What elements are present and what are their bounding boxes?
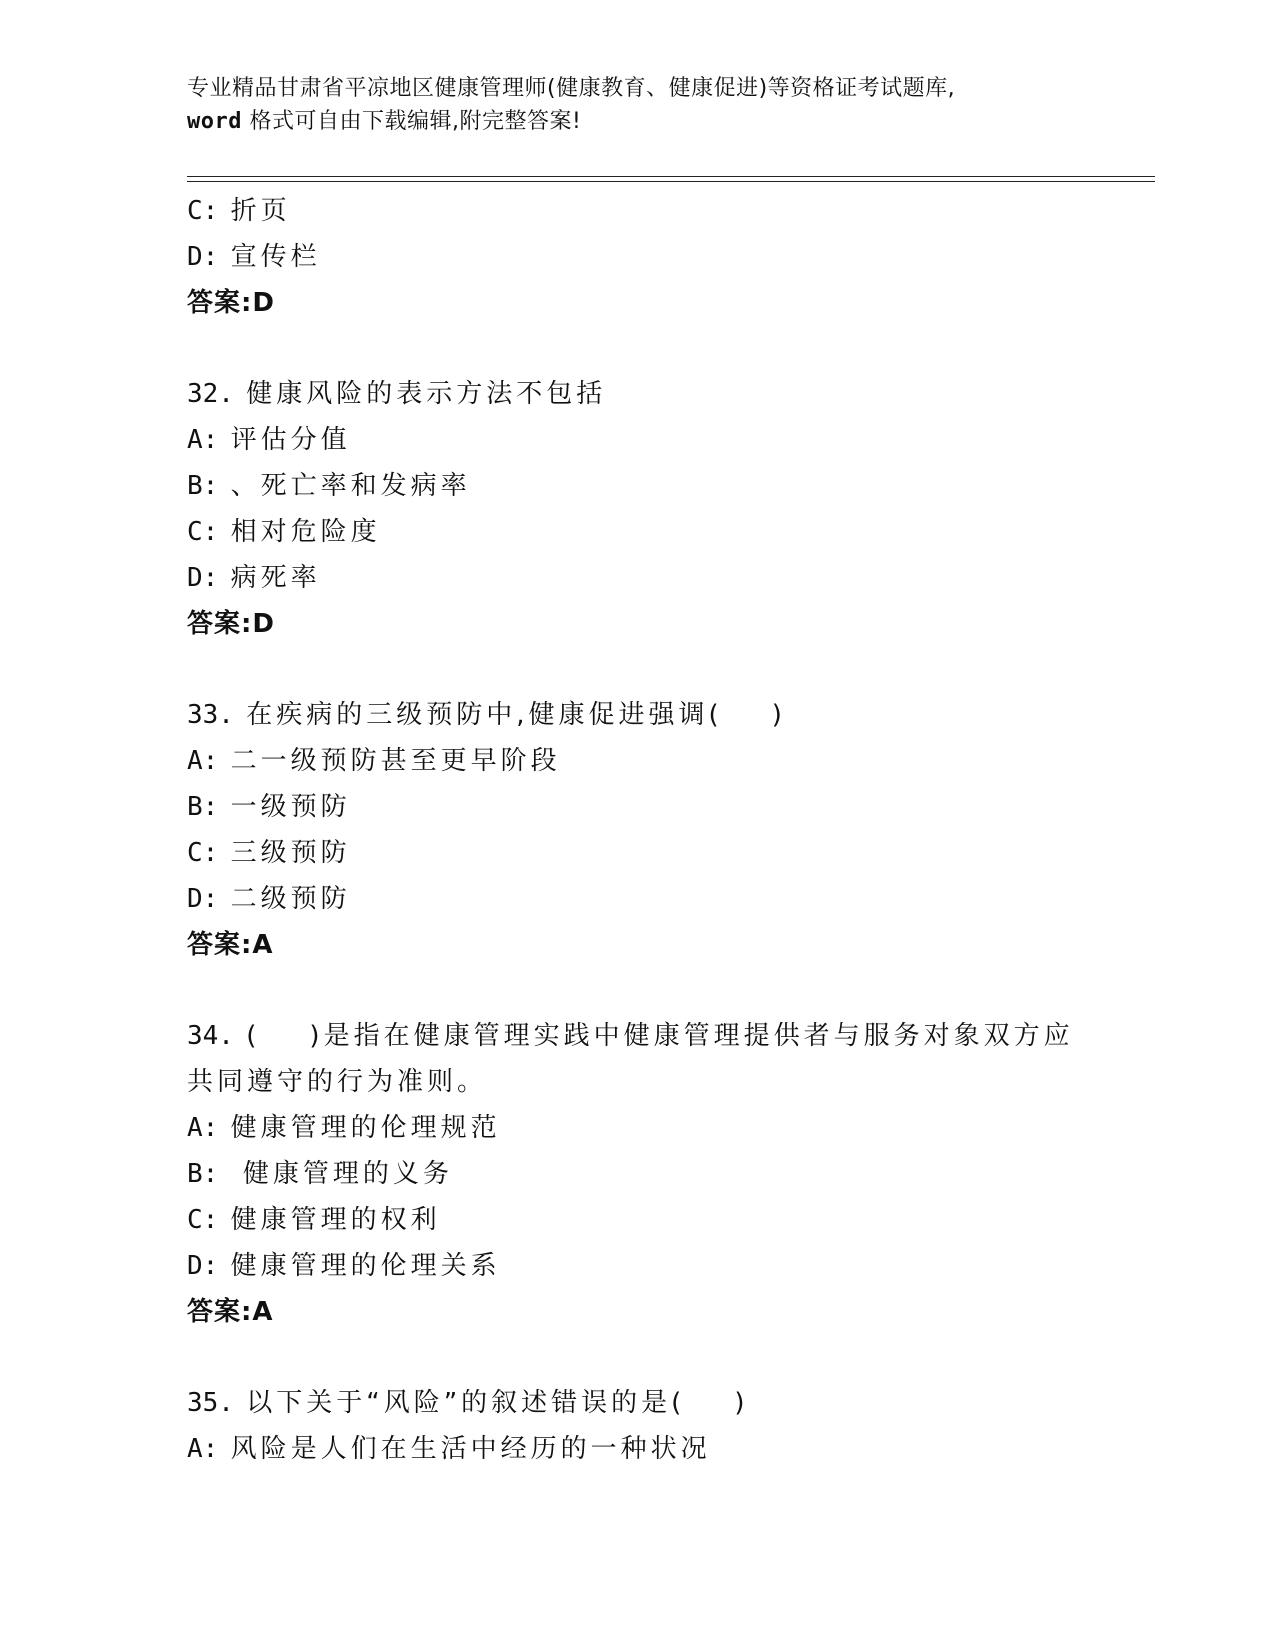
question-32 — [187, 371, 1147, 647]
option-text: 一级预防 — [230, 792, 351, 822]
question-stem — [187, 1380, 1147, 1426]
header-word-format: word — [187, 109, 242, 134]
question-33 — [187, 692, 1147, 968]
option-text: 二一级预防甚至更早阶段 — [230, 746, 561, 776]
option-a — [187, 738, 1147, 784]
option-a — [187, 1426, 1147, 1472]
spacer — [187, 647, 1147, 692]
question-34 — [187, 1013, 1147, 1335]
option-label: D: — [187, 563, 219, 593]
header-line-2-text: 格式可自由下载编辑,附完整答案! — [249, 109, 582, 134]
option-text: 三级预防 — [230, 838, 351, 868]
option-label: C: — [187, 838, 219, 868]
question-35 — [187, 1380, 1147, 1472]
option-label: C: — [187, 196, 219, 226]
option-b — [187, 1151, 1147, 1197]
option-c — [187, 509, 1147, 555]
spacer — [187, 326, 1147, 371]
option-label: C: — [187, 1205, 219, 1235]
option-label: B: — [187, 792, 219, 822]
option-text: 折页 — [230, 196, 291, 226]
spacer — [187, 968, 1147, 1013]
option-text: 健康管理的义务 — [230, 1159, 453, 1189]
answer-line: 答案:A — [187, 930, 274, 960]
option-text: 健康管理的伦理规范 — [230, 1113, 501, 1143]
option-label: A: — [187, 1113, 219, 1143]
option-text: 评估分值 — [230, 425, 351, 455]
option-label: A: — [187, 1434, 219, 1464]
option-d — [187, 555, 1147, 601]
header-line-1: 专业精品甘肃省平凉地区健康管理师(健康教育、健康促进)等资格证考试题库, — [187, 76, 956, 101]
option-d — [187, 876, 1147, 922]
question-number: 33. — [187, 700, 234, 730]
header-line-2 — [187, 105, 1087, 138]
header-divider-bottom — [187, 181, 1155, 182]
question-stem — [187, 692, 1147, 738]
option-label: A: — [187, 746, 219, 776]
option-text: 、死亡率和发病率 — [230, 471, 471, 501]
question-number: 32. — [187, 379, 234, 409]
option-d — [187, 1243, 1147, 1289]
question-number: 34. — [187, 1021, 234, 1051]
option-a — [187, 417, 1147, 463]
answer-line: 答案:A — [187, 1297, 274, 1327]
option-text: 风险是人们在生活中经历的一种状况 — [230, 1434, 711, 1464]
option-c — [187, 188, 1147, 234]
option-label: D: — [187, 884, 219, 914]
question-stem — [187, 1013, 1147, 1059]
option-text: 病死率 — [230, 563, 321, 593]
option-a — [187, 1105, 1147, 1151]
question-number: 35. — [187, 1388, 234, 1418]
option-text: 健康管理的伦理关系 — [230, 1251, 501, 1281]
header-divider-top — [187, 176, 1155, 177]
answer-line: 答案:D — [187, 609, 275, 639]
option-b — [187, 463, 1147, 509]
question-31-tail — [187, 188, 1147, 326]
option-text: 宣传栏 — [230, 242, 321, 272]
document-header — [187, 72, 1087, 138]
question-text: ( )是指在健康管理实践中健康管理提供者与服务对象双方应 — [246, 1021, 1074, 1051]
question-text: 在疾病的三级预防中,健康促进强调( ) — [246, 700, 786, 730]
option-text: 二级预防 — [230, 884, 351, 914]
question-text: 健康风险的表示方法不包括 — [246, 379, 607, 409]
answer-line: 答案:D — [187, 288, 275, 318]
question-stem-continued: 共同遵守的行为准则。 — [187, 1067, 488, 1097]
option-label: D: — [187, 1251, 219, 1281]
option-label: A: — [187, 425, 219, 455]
question-text: 以下关于“风险”的叙述错误的是( ) — [246, 1388, 749, 1418]
option-label: B: — [187, 1159, 219, 1189]
question-list — [187, 188, 1147, 1472]
option-c — [187, 1197, 1147, 1243]
option-label: B: — [187, 471, 219, 501]
question-stem — [187, 371, 1147, 417]
option-label: C: — [187, 517, 219, 547]
option-text: 相对危险度 — [230, 517, 381, 547]
option-b — [187, 784, 1147, 830]
option-c — [187, 830, 1147, 876]
option-d — [187, 234, 1147, 280]
option-label: D: — [187, 242, 219, 272]
option-text: 健康管理的权利 — [230, 1205, 441, 1235]
spacer — [187, 1335, 1147, 1380]
